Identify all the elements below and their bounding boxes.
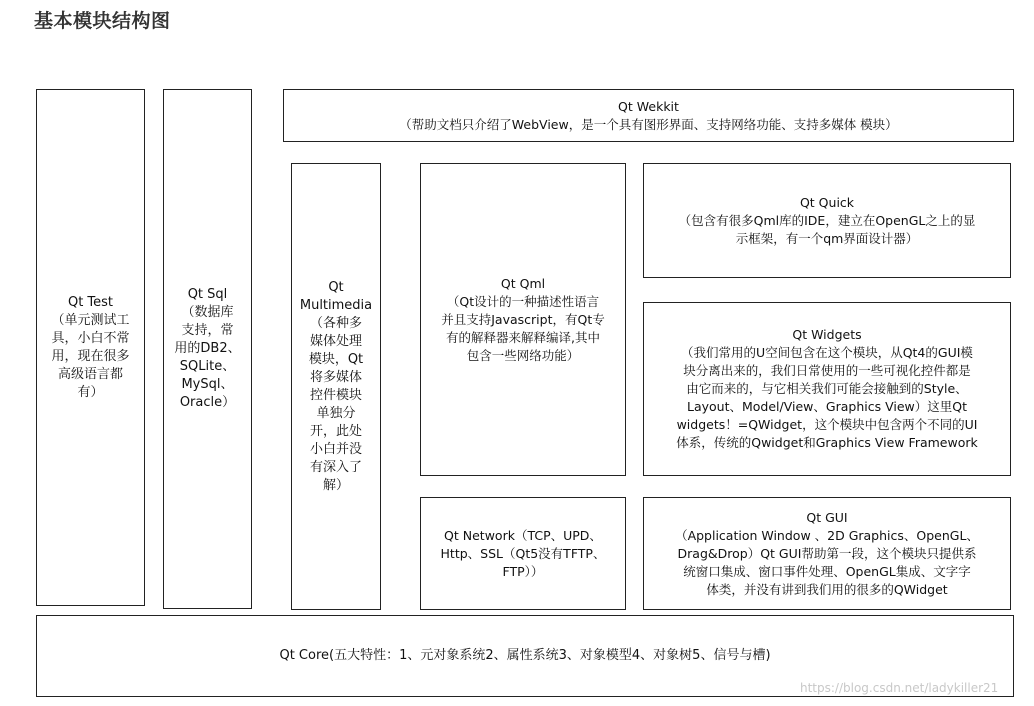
module-desc: （帮助文档只介绍了WebView，是一个具有图形界面、支持网络功能、支持多媒体 模块） (399, 116, 898, 132)
module-name: Qt Test (67, 294, 114, 310)
module-qt-quick (643, 163, 1011, 278)
module-desc: （Application Window 、2D Graphics、OpenGL、 Drag&Drop）Qt GUI帮助第一段，这个模块只提供系 统窗口集成、窗口事件处理、OpenGL集成、文字字 体类，并没有讲到我们用的很多的QWidget (675, 527, 979, 597)
module-desc: （单元测试工 具，小白不常 用，现在很多 高级语言都 有） (51, 312, 130, 400)
module-name: Qt GUI (806, 509, 848, 525)
module-qt-webkit (283, 89, 1014, 142)
module-name: Qt Widgets (792, 327, 862, 342)
module-desc: （Qt设计的一种描述性语言 并且支持Javascript，有Qt专 有的解释器来解释编译,其中 包含一些网络功能） (441, 293, 605, 363)
module-qt-test (36, 89, 145, 606)
module-desc: （各种多 媒体处理 模块，Qt 将多媒体 控件模块 单独分 开，此处 小白并没 有深入了 解） (308, 315, 364, 493)
page-title: 基本模块结构图 (34, 10, 171, 32)
module-desc: Qt Core(五大特性：1、元对象系统2、属性系统3、对象模型4、对象树5、信号与槽) (279, 648, 771, 663)
module-name: Qt Quick (799, 194, 855, 210)
watermark: https://blog.csdn.net/ladykiller21 (800, 681, 999, 695)
module-qt-qml (420, 163, 626, 476)
module-desc: （数据库 支持，常 用的DB2、 SQLite、 MySql、 Oracle） (174, 305, 241, 410)
module-qt-gui (643, 497, 1011, 610)
module-name: Qt Multimedia (299, 279, 373, 313)
module-desc: （包含有很多Qml库的IDE，建立在OpenGL之上的显 示框架，有一个qm界面设计器） (678, 212, 976, 246)
module-qt-widgets (643, 302, 1011, 476)
module-desc: （我们常用的U空间包含在这个模块，从Qt4的GUI模 块分离出来的，我们日常使用的一些可视化控件都是 由它而来的，与它相关我们可能会接触到的Style、 Layout、Model/View、Graphics View）这里Qt widgets！=QWidget，这个模块中包含两个不同的UI 体系，传统的Qwidget和Graphics View Framework (676, 345, 978, 450)
module-name: Qt Sql (187, 287, 228, 302)
module-qt-network (420, 497, 626, 610)
module-qt-multimedia (291, 163, 381, 610)
module-qt-sql (163, 89, 252, 609)
module-desc: Qt Network（TCP、UPD、 Http、SSL（Qt5没有TFTP、 FTP）） (440, 527, 606, 579)
module-name: Qt Qml (500, 275, 546, 291)
module-name: Qt Wekkit (618, 98, 679, 114)
